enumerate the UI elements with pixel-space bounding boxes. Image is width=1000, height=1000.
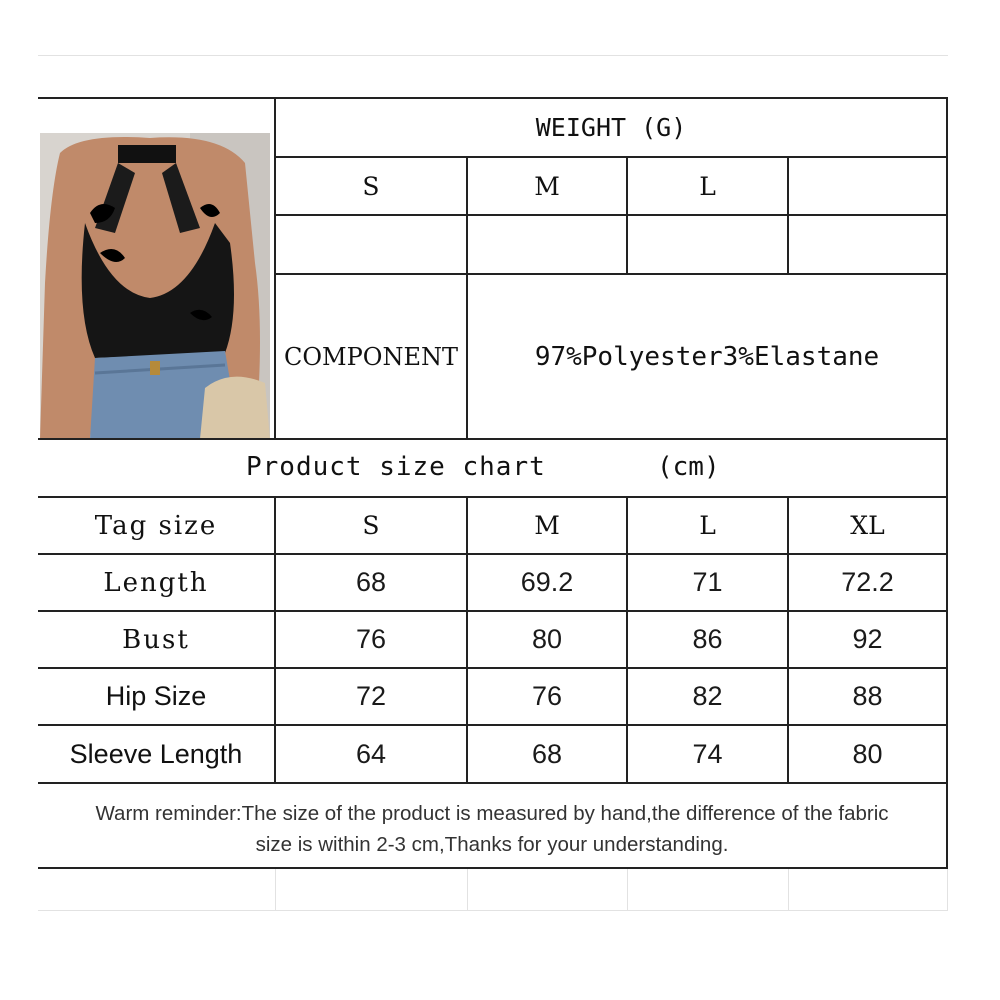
cell-length-m: 69.2: [520, 567, 574, 597]
size-header-xl: XL: [850, 511, 885, 540]
size-chart-bottom-border: [38, 782, 948, 784]
weight-value-empty: [789, 216, 946, 273]
cell-length-l: 71: [692, 567, 723, 597]
weight-value-m: [468, 216, 626, 273]
warm-reminder-line-1: Warm reminder:The size of the product is measured by hand,the difference of the fabric: [95, 802, 889, 825]
size-chart-unit: (cm): [657, 452, 720, 482]
cell-sleeve-s: 64: [355, 738, 387, 769]
size-header-l: L: [699, 511, 716, 540]
weight-size-l: L: [699, 171, 716, 201]
row-label-hip-size: Hip Size: [105, 681, 207, 711]
tag-size-label: Tag size: [94, 510, 218, 541]
warm-reminder: [38, 798, 946, 860]
bottom-faint-divider: [38, 910, 948, 911]
size-header-m: M: [534, 511, 560, 540]
cell-hip-s: 72: [355, 681, 387, 711]
upper-right-border: [946, 97, 948, 440]
product-photo: [40, 133, 270, 439]
cell-sleeve-m: 68: [531, 738, 563, 769]
faint-col-5: [947, 869, 948, 911]
size-chart-title: Product size chart: [246, 452, 546, 482]
component-value: 97%Polyester3%Elastane: [534, 341, 880, 372]
cell-hip-l: 82: [692, 681, 723, 711]
cell-sleeve-l: 74: [692, 738, 723, 769]
weight-title: WEIGHT (G): [535, 113, 687, 142]
reminder-bottom-border: [38, 867, 948, 869]
weight-value-s: [276, 216, 466, 273]
faint-col-1: [275, 869, 276, 911]
cell-length-xl: 72.2: [841, 567, 894, 597]
cell-hip-xl: 88: [852, 681, 883, 711]
warm-reminder-line-2: size is within 2-3 cm,Thanks for your understanding.: [255, 833, 729, 856]
faint-col-2: [467, 869, 468, 911]
row-label-length: Length: [103, 567, 209, 598]
component-bottom-border: [38, 438, 948, 440]
size-header-s: S: [362, 511, 380, 540]
row-label-sleeve-length: Sleeve Length: [69, 738, 243, 769]
cell-bust-m: 80: [531, 624, 563, 654]
cell-length-s: 68: [355, 567, 387, 597]
cell-hip-m: 76: [531, 681, 563, 711]
size-chart-right-border: [946, 440, 948, 869]
cell-bust-s: 76: [355, 624, 387, 654]
row-label-bust: Bust: [122, 624, 190, 655]
faint-col-4: [788, 869, 789, 911]
weight-size-s: S: [362, 171, 380, 201]
weight-size-m: M: [534, 171, 560, 201]
weight-value-l: [628, 216, 787, 273]
top-faint-divider: [38, 55, 948, 56]
faint-col-3: [627, 869, 628, 911]
component-label: COMPONENT: [284, 342, 458, 371]
weight-size-empty: [789, 158, 946, 214]
cell-bust-l: 86: [692, 624, 723, 654]
cell-sleeve-xl: 80: [852, 738, 883, 769]
cell-bust-xl: 92: [852, 624, 883, 654]
